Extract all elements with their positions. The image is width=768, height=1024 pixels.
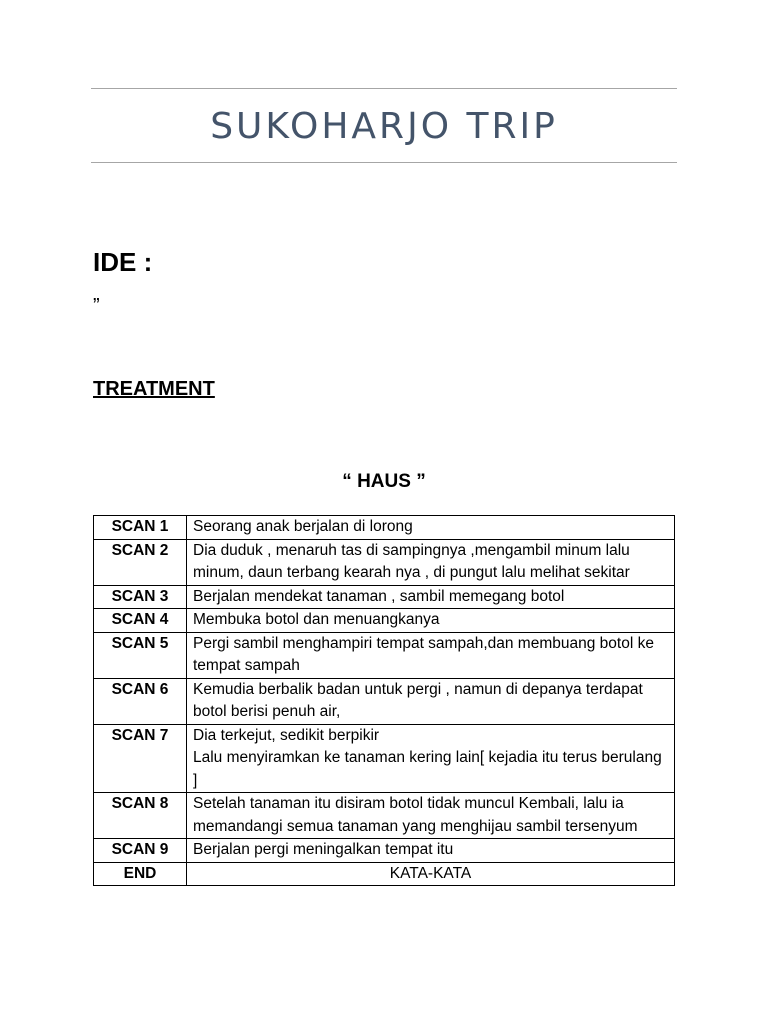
scene-table-body [94, 516, 675, 886]
title-top-rule [91, 88, 677, 89]
scene-description-line: Dia terkejut, sedikit berpikir [193, 726, 380, 744]
scene-row [94, 539, 675, 585]
scene-row [94, 839, 675, 863]
scene-description [187, 839, 675, 863]
title-bottom-rule [91, 162, 677, 163]
scene-description [187, 793, 675, 839]
scene-table [93, 515, 675, 886]
idea-heading: IDE : [93, 247, 153, 277]
scene-description [187, 724, 675, 793]
scene-description-line: Dia duduk , menaruh tas di sampingnya ,mengambil minum lalu minum, daun terbang kearah nya , di pungut lalu melihat sekitar [193, 541, 630, 581]
story-title: “ HAUS ” [342, 471, 426, 492]
scene-description-line: Berjalan mendekat tanaman , sambil memegang botol [193, 587, 565, 605]
scene-description-line: KATA-KATA [389, 864, 472, 882]
scene-description-line: Setelah tanaman itu disiram botol tidak muncul Kembali, lalu ia memandangi semua tanaman yang menghijau sambil tersenyum [193, 795, 638, 835]
document-title: SUKOHARJO TRIP [210, 106, 558, 147]
idea-text: ” [93, 295, 100, 317]
scene-description-line: Seorang anak berjalan di lorong [193, 518, 413, 535]
scene-row [94, 678, 675, 724]
scene-label: SCAN 4 [94, 609, 187, 633]
scene-label: SCAN 3 [94, 585, 187, 609]
scene-description [187, 585, 675, 609]
treatment-heading: TREATMENT [93, 378, 215, 400]
scene-description [187, 539, 675, 585]
scene-description [187, 862, 675, 886]
scene-description-line: Kemudia berbalik badan untuk pergi , namun di depanya terdapat botol berisi penuh air, [193, 680, 643, 720]
scene-row [94, 609, 675, 633]
scene-label: SCAN 1 [94, 516, 187, 540]
scene-description [187, 609, 675, 633]
scene-row [94, 585, 675, 609]
scene-description [187, 516, 675, 540]
scene-label: SCAN 9 [94, 839, 187, 863]
scene-row [94, 632, 675, 678]
scene-row [94, 724, 675, 793]
scene-description-line: Membuka botol dan menuangkanya [193, 611, 440, 628]
scene-label: SCAN 5 [94, 632, 187, 678]
scene-label: SCAN 2 [94, 539, 187, 585]
scene-description-line: Lalu menyiramkan ke tanaman kering lain[ kejadia itu terus berulang ] [193, 749, 662, 789]
scene-label: SCAN 7 [94, 724, 187, 793]
scene-description [187, 678, 675, 724]
scene-label: SCAN 6 [94, 678, 187, 724]
scene-row [94, 793, 675, 839]
scene-row [94, 516, 675, 540]
scene-description [187, 632, 675, 678]
scene-label: END [94, 862, 187, 886]
scene-row [94, 862, 675, 886]
scene-label: SCAN 8 [94, 793, 187, 839]
scene-description-line: Berjalan pergi meningalkan tempat itu [193, 841, 454, 858]
scene-description-line: Pergi sambil menghampiri tempat sampah,dan membuang botol ke tempat sampah [193, 634, 654, 674]
